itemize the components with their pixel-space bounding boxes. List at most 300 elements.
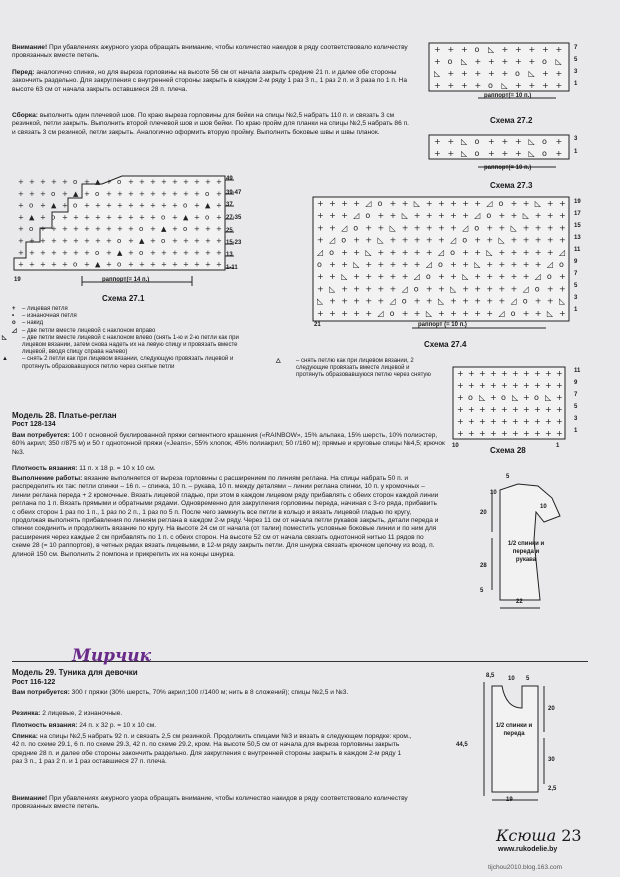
stitch-symbol: ◺	[341, 272, 348, 282]
stitch-symbol: +	[510, 284, 518, 294]
stitch-symbol: +	[172, 260, 178, 269]
s271-col-label: 19	[14, 277, 21, 283]
s274-row-label: 17	[574, 211, 581, 217]
s272-row-label: 5	[574, 57, 578, 63]
stitch-symbol: ◺	[474, 260, 481, 269]
stitch-symbol: +	[172, 248, 178, 257]
stitch-symbol: +	[401, 199, 409, 208]
stitch-symbol: o	[139, 248, 144, 257]
stitch-symbol: +	[512, 381, 519, 390]
stitch-symbol: ▲	[183, 213, 189, 222]
stitch-symbol: +	[434, 45, 441, 54]
stitch-symbol: +	[490, 369, 497, 378]
stitch-symbol: +	[84, 237, 90, 245]
front-instructions: Перед: аналогично спинке, но для выреза горловины на высоте 56 см от начала закрыть средние 21 п. и далее обе стороны закончить раздельно. Для закругления с внутренней стороны закрыть в каждом 2-м ряду 1 раз 3 п., 1 раз 2 п. и 3 раза по 1 п. На высоте 63 см от начала закрыть оставшиеся 28 п. плеча.	[12, 69, 408, 93]
stitch-symbol: o	[139, 225, 144, 234]
stitch-symbol: +	[501, 149, 509, 158]
s273-rapport: раппорт(= 10 п.)	[484, 165, 532, 171]
stitch-symbol: +	[62, 248, 68, 257]
k2tog-right-icon: ◿	[12, 327, 17, 334]
stitch-symbol: +	[474, 296, 482, 306]
stitch-symbol: +	[522, 308, 530, 318]
stitch-symbol: +	[555, 81, 563, 90]
stitch-symbol: +	[425, 284, 433, 294]
s272-rapport: раппорт(= 10 п.)	[484, 93, 532, 99]
stitch-symbol: ◺	[462, 272, 469, 282]
stitch-symbol: +	[341, 247, 348, 257]
stitch-symbol: +	[490, 429, 497, 438]
stitch-symbol: +	[365, 235, 373, 245]
stitch-symbol: +	[139, 189, 145, 198]
stitch-symbol: +	[523, 405, 530, 414]
stitch-symbol: +	[546, 247, 554, 257]
stitch-symbol: +	[413, 247, 421, 257]
s271-row-label: 1-11	[226, 265, 238, 271]
stitch-symbol: o	[95, 248, 100, 257]
stitch-symbol: +	[84, 260, 90, 269]
model29-density: Плотность вязания: 24 п. x 32 р. = 10 x 10 см.	[12, 722, 157, 729]
stitch-symbol: +	[62, 225, 68, 234]
stitch-symbol: +	[413, 211, 421, 221]
stitch-symbol: +	[389, 199, 397, 208]
s272-row-label: 1	[574, 81, 578, 87]
s274-row-label: 7	[574, 271, 578, 277]
stitch-symbol: +	[546, 284, 554, 294]
stitch-symbol: ◺	[528, 137, 535, 146]
sk2p-alt-icon: △	[276, 358, 281, 364]
s274-row-label: 13	[574, 235, 581, 241]
stitch-symbol: +	[317, 308, 324, 318]
model29-title: Модель 29. Туника для девочки	[12, 668, 138, 677]
stitch-symbol: +	[183, 237, 189, 245]
stitch-symbol: ◿	[425, 260, 433, 269]
s273-row-label: 1	[574, 149, 578, 155]
stitch-symbol: +	[546, 211, 554, 221]
stitch-symbol: +	[51, 237, 57, 245]
stitch-symbol: +	[194, 201, 200, 210]
stitch-symbol: +	[401, 247, 409, 257]
stitch-symbol: +	[84, 225, 90, 234]
m29-dim: 5	[526, 676, 530, 682]
stitch-symbol: o	[474, 45, 480, 54]
stitch-symbol: +	[150, 237, 156, 245]
stitch-symbol: +	[365, 308, 373, 318]
stitch-symbol: +	[194, 189, 200, 198]
stitch-symbol: ▲	[29, 213, 35, 222]
stitch-symbol: +	[486, 272, 494, 282]
stitch-symbol: +	[450, 223, 457, 233]
stitch-symbol: +	[474, 69, 482, 78]
stitch-symbol: +	[353, 284, 361, 294]
stitch-symbol: ◺	[377, 235, 384, 245]
stitch-symbol: ◿	[401, 284, 408, 294]
model28-instructions: Выполнение работы: вязание выполняется от выреза горловины с расширением по линиям реглана. На спицы набрать 50 п. и распределить их так: петли спинки – 16 п. – спинка, 10 п. – рукава, 10 п. между деталями – линии реглана спинки, 10 п. у кромочных – линии реглана переда + 2 кромочные. Вязать лицевой гладью, при этом в каждом лицевом ряду прибавлять с обеих сторон каждой линии реглана по 1 п. Вязать прямыми и обратными рядами. Одновременно для закругления горловины переда, начиная с 3-го ряда, прибавить с обеих сторон 1 раз по 1 п., 1 раз по 2 п., 1 раз по 5 п. После чего замкнуть все петли в кольцо и вязать лицевой гладью по кругу, продолжая выполнять прибавления по линиям реглана в каждом 2-м ряду. Через 11 см от начала петли рукавов закрыть, детали переда и спинки соединить и продолжить вязание по кругу. На высоте 24 см от начала (от талии) поместить условные боковые линии и по ним для расширения через каждые 2 см прибавлять по 1 п. с обеих сторон. На высоте 52 см от начала связать однотонной нитью 11 рядов по схеме 28 (= 10 раппортов), в четных рядах вязать лицевыми, в 12-м ряду закрыть петли. Для шнурка связать крючком цепочку из возд. п. длиной 150 см. Выполнить 2 помпона и прикрепить их на концы шнурка.	[12, 475, 439, 558]
stitch-symbol: +	[545, 405, 552, 414]
stitch-symbol: +	[172, 213, 178, 222]
stitch-symbol: ▲	[161, 225, 167, 234]
stitch-symbol: o	[474, 137, 480, 146]
stitch-symbol: o	[183, 225, 188, 234]
stitch-symbol: +	[329, 223, 336, 233]
stitch-symbol: +	[434, 149, 441, 158]
stitch-symbol: +	[556, 393, 563, 402]
m28-dim: 10	[490, 490, 497, 496]
stitch-symbol: ◺	[546, 308, 554, 318]
stitch-symbol: +	[498, 211, 506, 221]
stitch-symbol: +	[450, 199, 457, 208]
stitch-symbol: +	[413, 260, 421, 269]
stitch-symbol: +	[534, 223, 542, 233]
stitch-symbol: +	[377, 296, 385, 306]
stitch-symbol: o	[29, 201, 34, 210]
stitch-symbol: +	[457, 417, 464, 426]
stitch-symbol: o	[51, 213, 56, 222]
stitch-symbol: ◿	[365, 199, 372, 208]
stitch-symbol: ◿	[389, 296, 396, 306]
stitch-symbol: +	[40, 237, 46, 245]
s271-row-label: 27-35	[226, 215, 242, 221]
stitch-symbol: ◺	[555, 57, 562, 66]
yarn-over-icon: o	[12, 320, 16, 327]
stitch-symbol: o	[73, 201, 78, 210]
stitch-symbol: +	[510, 211, 518, 221]
stitch-symbol: +	[216, 248, 222, 257]
stitch-symbol: ◺	[438, 296, 445, 306]
stitch-symbol: +	[62, 213, 68, 222]
stitch-symbol: +	[486, 235, 494, 245]
stitch-symbol: +	[559, 284, 566, 294]
model29-materials: Вам потребуется: 300 г пряжи (30% шерсть, 70% акрил;100 г/1400 м; нить в 8 сложений); спицы №2,5 и №3.	[12, 689, 349, 696]
stitch-symbol: +	[556, 381, 563, 390]
stitch-symbol: +	[139, 213, 145, 222]
stitch-symbol: +	[461, 81, 468, 90]
stitch-symbol: o	[488, 81, 493, 90]
stitch-symbol: +	[172, 178, 178, 186]
stitch-symbol: +	[73, 248, 79, 257]
stitch-symbol: +	[438, 235, 445, 245]
stitch-symbol: +	[545, 381, 552, 390]
stitch-symbol: +	[73, 237, 79, 245]
stitch-symbol: +	[462, 260, 469, 269]
stitch-symbol: +	[515, 81, 522, 90]
stitch-symbol: +	[488, 137, 495, 146]
stitch-symbol: +	[389, 260, 397, 269]
m29-dim: 10	[508, 676, 515, 682]
stitch-symbol: +	[117, 225, 123, 234]
stitch-symbol: +	[522, 235, 530, 245]
m29-dim: 19	[506, 797, 513, 803]
m29-dim: 44,5	[456, 742, 468, 748]
stitch-symbol: +	[183, 248, 189, 257]
stitch-symbol: +	[545, 429, 552, 438]
stitch-symbol: +	[425, 247, 433, 257]
stitch-symbol: ◺	[425, 308, 433, 318]
attention-note: Внимание! При убавлениях ажурного узора обращать внимание, чтобы количество накидов в ряду соответствовало количеству провязанных вместе петель.	[12, 44, 408, 60]
stitch-symbol: o	[401, 296, 407, 306]
s274-caption: Схема 27.4	[424, 340, 467, 349]
legend-item: ◺ – две петли вместе лицевой с наклоном влево (снять 1-ю и 2-ю петли как при лицевом вязании, затем снова надеть их на левую спицу и провязать вместе лицевой, вводя спицу справа налево)	[2, 334, 239, 356]
stitch-symbol: +	[498, 223, 506, 233]
stitch-symbol: +	[95, 225, 101, 234]
stitch-symbol: +	[425, 199, 433, 208]
stitch-symbol: +	[534, 369, 541, 378]
s273-caption: Схема 27.3	[490, 181, 533, 190]
stitch-symbol: +	[450, 211, 457, 221]
stitch-symbol: +	[62, 178, 68, 186]
stitch-symbol: +	[501, 381, 508, 390]
stitch-symbol: +	[128, 237, 134, 245]
schema-27-4-chart	[312, 196, 582, 342]
stitch-symbol: +	[501, 369, 508, 378]
stitch-symbol: ◺	[479, 393, 486, 402]
stitch-symbol: +	[523, 381, 530, 390]
stitch-symbol: +	[329, 260, 336, 269]
stitch-symbol: +	[425, 211, 433, 221]
stitch-symbol: +	[401, 235, 409, 245]
stitch-symbol: +	[377, 247, 385, 257]
stitch-symbol: +	[365, 272, 373, 282]
s274-col-label: 21	[314, 322, 321, 328]
stitch-symbol: +	[498, 247, 506, 257]
stitch-symbol: o	[486, 211, 492, 221]
stitch-symbol: ◿	[438, 247, 445, 257]
stitch-symbol: +	[515, 45, 522, 54]
stitch-symbol: +	[515, 57, 522, 66]
stitch-symbol: +	[434, 81, 441, 90]
stitch-symbol: +	[40, 260, 46, 269]
stitch-symbol: +	[161, 248, 167, 257]
s274-row-label: 19	[574, 199, 581, 205]
stitch-symbol: o	[95, 189, 100, 198]
stitch-symbol: +	[438, 284, 445, 294]
stitch-symbol: +	[479, 369, 486, 378]
s28-caption: Схема 28	[490, 446, 526, 455]
stitch-symbol: +	[501, 69, 509, 78]
stitch-symbol: +	[377, 260, 385, 269]
stitch-symbol: +	[457, 405, 464, 414]
s28-row-label: 7	[574, 392, 578, 398]
stitch-symbol: o	[161, 237, 166, 245]
stitch-symbol: +	[474, 81, 482, 90]
stitch-symbol: ◺	[461, 137, 468, 146]
stitch-symbol: ◺	[461, 57, 468, 66]
stitch-symbol: ◿	[474, 211, 481, 221]
stitch-symbol: o	[510, 308, 516, 318]
stitch-symbol: +	[462, 284, 469, 294]
stitch-symbol: +	[62, 260, 68, 269]
stitch-symbol: ◺	[461, 149, 468, 158]
stitch-symbol: +	[377, 284, 385, 294]
stitch-symbol: o	[447, 57, 453, 66]
stitch-symbol: +	[29, 237, 35, 245]
stitch-symbol: ◺	[365, 247, 372, 257]
m28-dim: 5	[480, 588, 484, 594]
stitch-symbol: +	[542, 69, 549, 78]
s274-row-label: 5	[574, 283, 578, 289]
stitch-symbol: o	[389, 308, 395, 318]
stitch-symbol: o	[161, 213, 166, 222]
stitch-symbol: +	[546, 235, 554, 245]
stitch-symbol: +	[474, 199, 482, 208]
stitch-symbol: ◿	[534, 272, 541, 282]
stitch-symbol: +	[498, 272, 506, 282]
stitch-symbol: +	[486, 296, 494, 306]
s271-row-label: 13	[226, 252, 233, 258]
stitch-symbol: +	[128, 213, 134, 222]
stitch-symbol: o	[73, 178, 78, 186]
stitch-symbol: o	[498, 199, 504, 208]
stitch-symbol: +	[474, 247, 482, 257]
stitch-symbol: +	[317, 199, 324, 208]
stitch-symbol: +	[515, 137, 522, 146]
stitch-symbol: +	[317, 284, 324, 294]
stitch-symbol: +	[128, 201, 134, 210]
stitch-symbol: +	[29, 248, 35, 257]
m28-dim: 20	[480, 510, 487, 516]
stitch-symbol: +	[216, 178, 222, 186]
stitch-symbol: +	[479, 381, 486, 390]
stitch-symbol: +	[377, 272, 385, 282]
stitch-symbol: +	[172, 225, 178, 234]
stitch-symbol: +	[183, 189, 189, 198]
stitch-symbol: +	[528, 45, 536, 54]
stitch-symbol: +	[341, 308, 348, 318]
stitch-symbol: +	[425, 223, 433, 233]
stitch-symbol: +	[194, 178, 200, 186]
stitch-symbol: +	[450, 272, 457, 282]
stitch-symbol: +	[106, 201, 112, 210]
stitch-symbol: +	[341, 199, 348, 208]
stitch-symbol: +	[559, 199, 566, 208]
legend-item: • – изнаночная петля	[12, 313, 77, 320]
s274-row-label: 1	[574, 307, 578, 313]
stitch-symbol: +	[546, 296, 554, 306]
stitch-symbol: ◺	[534, 199, 541, 208]
stitch-symbol: +	[29, 178, 35, 186]
stitch-symbol: +	[401, 272, 409, 282]
stitch-symbol: +	[317, 272, 324, 282]
stitch-symbol: ◺	[545, 393, 552, 402]
stitch-symbol: +	[486, 284, 494, 294]
stitch-symbol: +	[139, 260, 145, 269]
stitch-symbol: o	[546, 272, 552, 282]
model28-size: Рост 128-134	[12, 421, 56, 428]
legend-item: o – накид	[12, 320, 44, 327]
stitch-symbol: +	[486, 308, 494, 318]
stitch-symbol: +	[117, 189, 123, 198]
stitch-symbol: +	[438, 223, 445, 233]
stitch-symbol: +	[40, 248, 46, 257]
legend-item: ◿ – две петли вместе лицевой с наклоном вправо	[12, 327, 156, 334]
stitch-symbol: o	[205, 213, 210, 222]
stitch-symbol: +	[462, 308, 469, 318]
stitch-symbol: ◺	[413, 199, 420, 208]
stitch-symbol: ◺	[528, 69, 535, 78]
stitch-symbol: +	[401, 223, 409, 233]
stitch-symbol: +	[425, 235, 433, 245]
stitch-symbol: +	[528, 57, 536, 66]
s28-row-label: 5	[574, 404, 578, 410]
stitch-symbol: +	[216, 225, 222, 234]
stitch-symbol: +	[205, 225, 211, 234]
s271-row-label: 37	[226, 202, 233, 208]
stitch-symbol: +	[161, 201, 167, 210]
stitch-symbol: +	[341, 296, 348, 306]
s271-rapport: раппорт(= 14 п.)	[102, 277, 150, 283]
stitch-symbol: o	[501, 393, 506, 402]
stitch-symbol: +	[510, 235, 518, 245]
stitch-symbol: +	[353, 308, 361, 318]
stitch-symbol: +	[18, 248, 24, 257]
stitch-symbol: +	[556, 417, 563, 426]
stitch-symbol: o	[205, 189, 210, 198]
m28-dim: 10	[540, 504, 547, 510]
stitch-symbol: +	[523, 393, 530, 402]
stitch-symbol: +	[468, 405, 475, 414]
stitch-symbol: +	[84, 213, 90, 222]
stitch-symbol: +	[172, 237, 178, 245]
stitch-symbol: ◿	[413, 272, 420, 282]
stitch-symbol: +	[488, 57, 495, 66]
stitch-symbol: o	[329, 247, 335, 257]
stitch-symbol: ◺	[434, 69, 441, 78]
stitch-symbol: +	[468, 417, 475, 426]
stitch-symbol: o	[317, 260, 322, 269]
stitch-symbol: +	[172, 201, 178, 210]
stitch-symbol: +	[18, 260, 24, 269]
stitch-symbol: ◺	[353, 260, 360, 269]
stitch-symbol: +	[528, 81, 536, 90]
stitch-symbol: +	[522, 260, 530, 269]
stitch-symbol: +	[559, 235, 566, 245]
stitch-symbol: +	[40, 201, 46, 210]
stitch-symbol: +	[128, 189, 134, 198]
stitch-symbol: +	[457, 381, 464, 390]
k2tog-left-icon: ◺	[2, 334, 7, 341]
s274-rapport: раппорт (= 10 п.)	[418, 322, 467, 328]
model28-title: Модель 28. Платье-реглан	[12, 411, 117, 420]
stitch-symbol: +	[474, 284, 482, 294]
stitch-symbol: +	[365, 223, 373, 233]
stitch-symbol: ◺	[501, 81, 508, 90]
stitch-symbol: +	[183, 260, 189, 269]
stitch-symbol: +	[150, 260, 156, 269]
schema-28-chart	[452, 366, 582, 446]
stitch-symbol: +	[18, 189, 24, 198]
stitch-symbol: +	[523, 369, 530, 378]
stitch-symbol: +	[559, 272, 566, 282]
stitch-symbol: +	[523, 429, 530, 438]
stitch-symbol: +	[161, 178, 167, 186]
model29-rib: Резинка: 2 лицевые, 2 изнаночные.	[12, 710, 123, 717]
legend-item: ▲ – снять 2 петли как при лицевом вязании, следующую провязать лицевой и протянуть образовавшуюся петлю через снятые петли	[2, 356, 234, 370]
stitch-symbol: ◺	[522, 211, 529, 221]
stitch-symbol: +	[329, 308, 336, 318]
stitch-symbol: +	[389, 211, 397, 221]
stitch-symbol: +	[106, 248, 112, 257]
stitch-symbol: +	[510, 272, 518, 282]
stitch-symbol: +	[401, 308, 409, 318]
stitch-symbol: +	[534, 429, 541, 438]
m29-dim: 8,5	[486, 673, 495, 679]
stitch-symbol: +	[447, 45, 455, 54]
stitch-symbol: ◿	[353, 211, 360, 221]
stitch-symbol: +	[545, 369, 552, 378]
stitch-symbol: +	[488, 149, 495, 158]
stitch-symbol: ◺	[488, 45, 495, 54]
stitch-symbol: o	[474, 223, 480, 233]
s274-row-label: 11	[574, 247, 581, 253]
